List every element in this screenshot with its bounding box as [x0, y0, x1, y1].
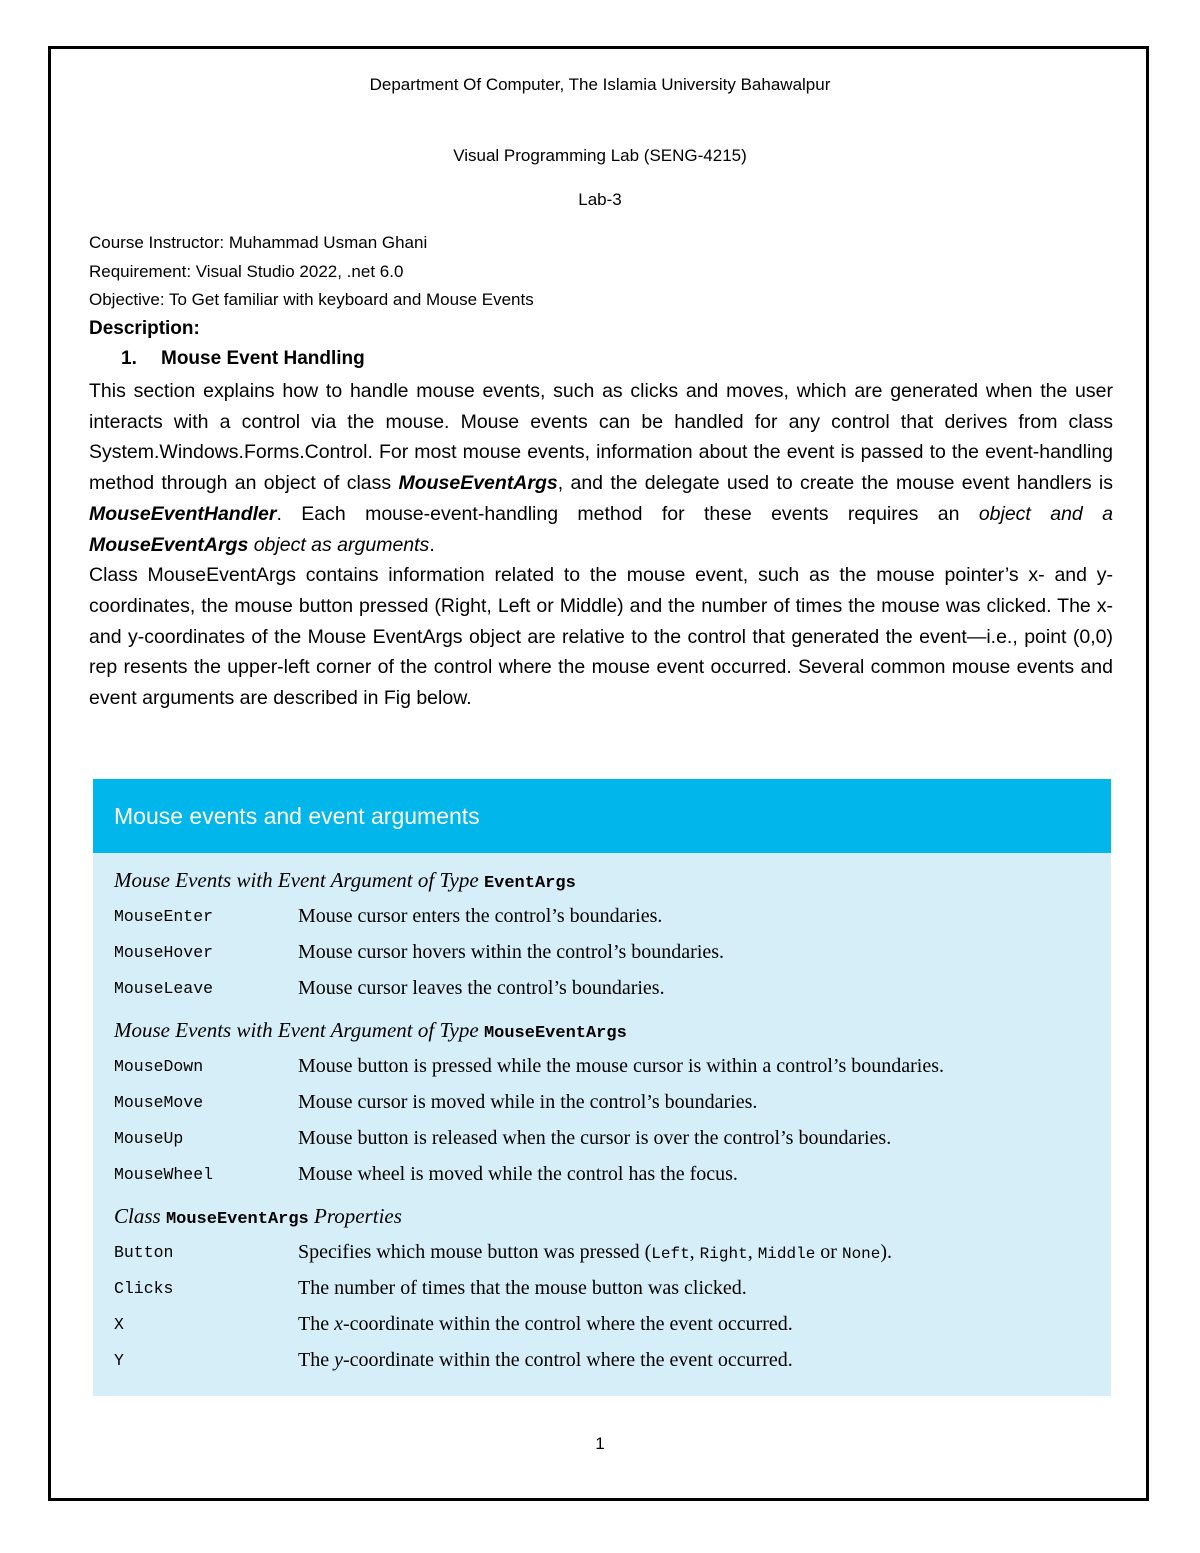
table-row: MouseLeave Mouse cursor leaves the control’s boundaries. [114, 976, 665, 999]
description-label: Description: [89, 318, 200, 339]
course-title: Visual Programming Lab (SENG-4215) [453, 146, 747, 165]
section-title: Mouse Event Handling [161, 348, 365, 369]
table-row: Button Specifies which mouse button was pressed (Left, Right, Middle or None). [114, 1240, 893, 1263]
table-row: Y The y-coordinate within the control where the event occurred. [114, 1348, 793, 1371]
department-header: Department Of Computer, The Islamia University Bahawalpur [369, 75, 831, 94]
body-text [89, 376, 1113, 714]
course-instructor: Course Instructor: Muhammad Usman Ghani [89, 233, 428, 252]
objective: Objective: To Get familiar with keyboard and Mouse Events [89, 290, 534, 309]
section-heading [121, 348, 365, 370]
table-row: MouseWheel Mouse wheel is moved while the control has the focus. [114, 1162, 738, 1185]
figure-title: Mouse events and event arguments [93, 779, 1111, 853]
lab-number: Lab-3 [578, 190, 622, 209]
table-row: MouseDown Mouse button is pressed while the mouse cursor is within a control’s boundaries. [114, 1054, 945, 1077]
table-row: Clicks The number of times that the mouse button was clicked. [114, 1276, 747, 1299]
group-title-properties: Class MouseEventArgs Properties [114, 1204, 402, 1229]
requirement: Requirement: Visual Studio 2022, .net 6.0 [89, 262, 404, 281]
table-row: MouseUp Mouse button is released when the cursor is over the control’s boundaries. [114, 1126, 892, 1149]
paragraph-1: This section explains how to handle mouse events, such as clicks and moves, which are generated when the user interacts with a control via the mouse. Mouse events can be handled for any control that derives from class System.Windows.Forms.Control. For most mouse events, information about the event is passed to the event-handling method through an object of class MouseEventArgs, and the delegate used to create the mouse event handlers is MouseEventHandler. Each mouse-event-handling method for these events requires an object and a MouseEventArgs object as arguments. [89, 380, 1113, 556]
table-row: MouseEnter Mouse cursor enters the control’s boundaries. [114, 904, 663, 927]
group-title-mouseeventargs: Mouse Events with Event Argument of Type MouseEventArgs [114, 1018, 627, 1043]
paragraph-2: Class MouseEventArgs contains information related to the mouse event, such as the mouse pointer’s x- and y-coordinates, the mouse button pressed (Right, Left or Middle) and the number of times the mouse was clicked. The x- and y-coordinates of the Mouse EventArgs object are relative to the control that generated the event—i.e., point (0,0) rep resents the upper-left corner of the control where the mouse event occurred. Several common mouse events and event arguments are described in Fig below. [89, 564, 1113, 710]
group-title-eventargs: Mouse Events with Event Argument of Type EventArgs [114, 868, 576, 893]
table-row: X The x-coordinate within the control where the event occurred. [114, 1312, 793, 1335]
page-number: 1 [595, 1434, 605, 1453]
section-number: 1. [121, 348, 137, 369]
mouse-events-figure [93, 779, 1111, 1396]
table-row: MouseHover Mouse cursor hovers within the control’s boundaries. [114, 940, 725, 963]
table-row: MouseMove Mouse cursor is moved while in the control’s boundaries. [114, 1090, 758, 1113]
